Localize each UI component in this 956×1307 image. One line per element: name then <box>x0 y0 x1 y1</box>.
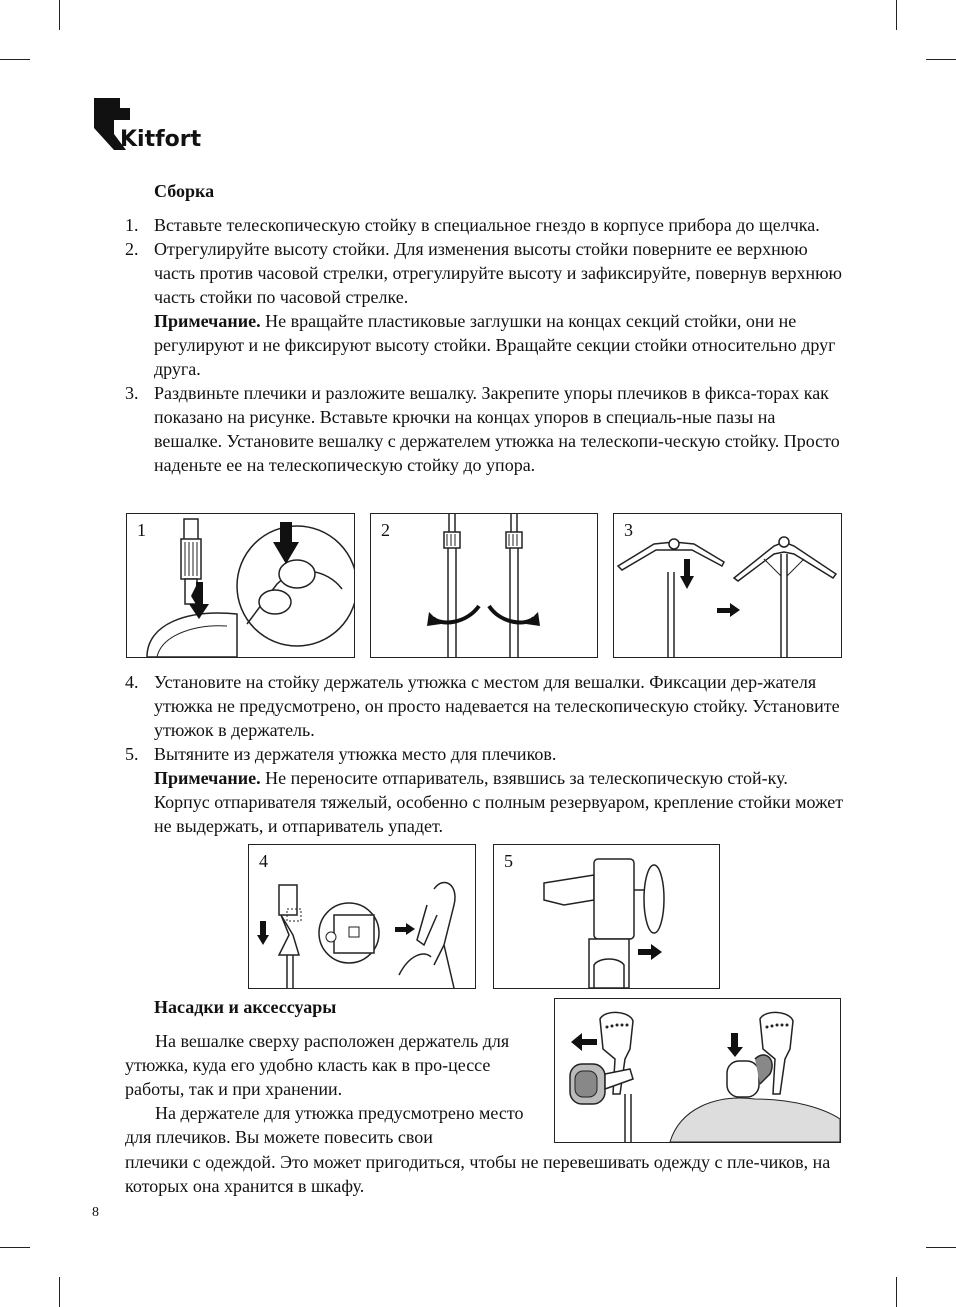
note-label: Примечание. <box>154 768 261 788</box>
figure-1 <box>126 513 355 658</box>
page-number: 8 <box>92 1205 99 1220</box>
figure-4 <box>248 844 476 989</box>
figure-4-illustration <box>249 845 475 988</box>
list-item <box>125 237 845 381</box>
list-item <box>125 670 845 742</box>
paragraph: На вешалке сверху расположен держатель для утюжка, куда его удобно класть как в про-цессе работы, так и при хранении. <box>125 1031 510 1099</box>
step-number: 3. <box>125 383 139 403</box>
paragraph: На держателе для утюжка предусмотрено место для плечиков. Вы можете повесить свои <box>125 1103 524 1147</box>
crop-mark <box>896 1277 897 1307</box>
step-text: Вытяните из держателя утюжка место для плечиков. <box>154 744 557 764</box>
step-text: Вставьте телескопическую стойку в специальное гнездо в корпусе прибора до щелчка. <box>154 215 820 235</box>
crop-mark <box>0 1247 30 1248</box>
figure-3-illustration <box>614 514 841 657</box>
figure-2 <box>370 513 598 658</box>
accessories-text-continued <box>125 1150 845 1198</box>
step-text: Отрегулируйте высоту стойки. Для изменения высоты стойки поверните ее верхнюю часть против часовой стрелки, отрегулируйте высоту и зафиксируйте, повернув верхнюю часть стойки по часовой стрелке. <box>154 239 842 307</box>
figure-5-illustration <box>494 845 719 988</box>
section-title-assembly: Сборка <box>154 181 215 201</box>
list-item <box>125 381 845 477</box>
figure-accessories <box>554 998 841 1143</box>
note <box>154 766 845 838</box>
list-item <box>125 742 845 838</box>
step-number: 4. <box>125 672 139 692</box>
step-text: Установите на стойку держатель утюжка с местом для вешалки. Фиксации дер-жателя утюжка не предусмотрено, он просто надевается на телескопическую стойку. Установите утюжок в держатель. <box>154 672 840 740</box>
crop-mark <box>896 0 897 30</box>
figure-number: 5 <box>504 851 513 871</box>
figure-number: 3 <box>624 520 633 540</box>
figure-3 <box>613 513 842 658</box>
crop-mark <box>926 1247 956 1248</box>
note-text: Не вращайте пластиковые заглушки на концах секций стойки, они не регулируют и не фиксируют высоту стойки. Вращайте секции стойки относительно друг друга. <box>154 311 836 379</box>
crop-mark <box>0 59 30 60</box>
figure-2-illustration <box>371 514 597 657</box>
step-number: 2. <box>125 239 139 259</box>
figure-number: 1 <box>137 520 146 540</box>
paragraph: плечики с одеждой. Это может пригодиться, чтобы не перевешивать одежду с пле-чиков, на которых она хранится в шкафу. <box>125 1152 831 1196</box>
crop-mark <box>59 1277 60 1307</box>
step-number: 1. <box>125 215 139 235</box>
assembly-steps-continued <box>125 670 845 838</box>
list-item <box>125 213 845 237</box>
figure-number: 2 <box>381 520 390 540</box>
brand-name: Kitfort <box>120 127 202 152</box>
section-title-accessories: Насадки и аксессуары <box>154 997 337 1017</box>
accessories-illustration <box>555 999 840 1142</box>
assembly-steps <box>125 213 845 477</box>
note-label: Примечание. <box>154 311 261 331</box>
figure-number: 4 <box>259 851 268 871</box>
crop-mark <box>926 59 956 60</box>
step-number: 5. <box>125 744 139 764</box>
step-text: Раздвиньте плечики и разложите вешалку. Закрепите упоры плечиков в фикса-торах как показано на рисунке. Вставьте крючки на концах упоров в специаль-ные пазы на вешалке. Установите вешалку с держателем утюжка на телескопи-ческую стойку. Просто наденьте ее на телескопическую стойку до упора. <box>154 383 840 475</box>
accessories-text <box>125 1029 525 1149</box>
note <box>154 309 845 381</box>
note-text: Не переносите отпариватель, взявшись за телескопическую стой-ку. Корпус отпаривателя тяжелый, особенно с полным резервуаром, крепление стойки может не выдержать, и отпариватель упадет. <box>154 768 844 836</box>
crop-mark <box>59 0 60 30</box>
figure-5 <box>493 844 720 989</box>
figure-1-illustration <box>127 514 354 657</box>
